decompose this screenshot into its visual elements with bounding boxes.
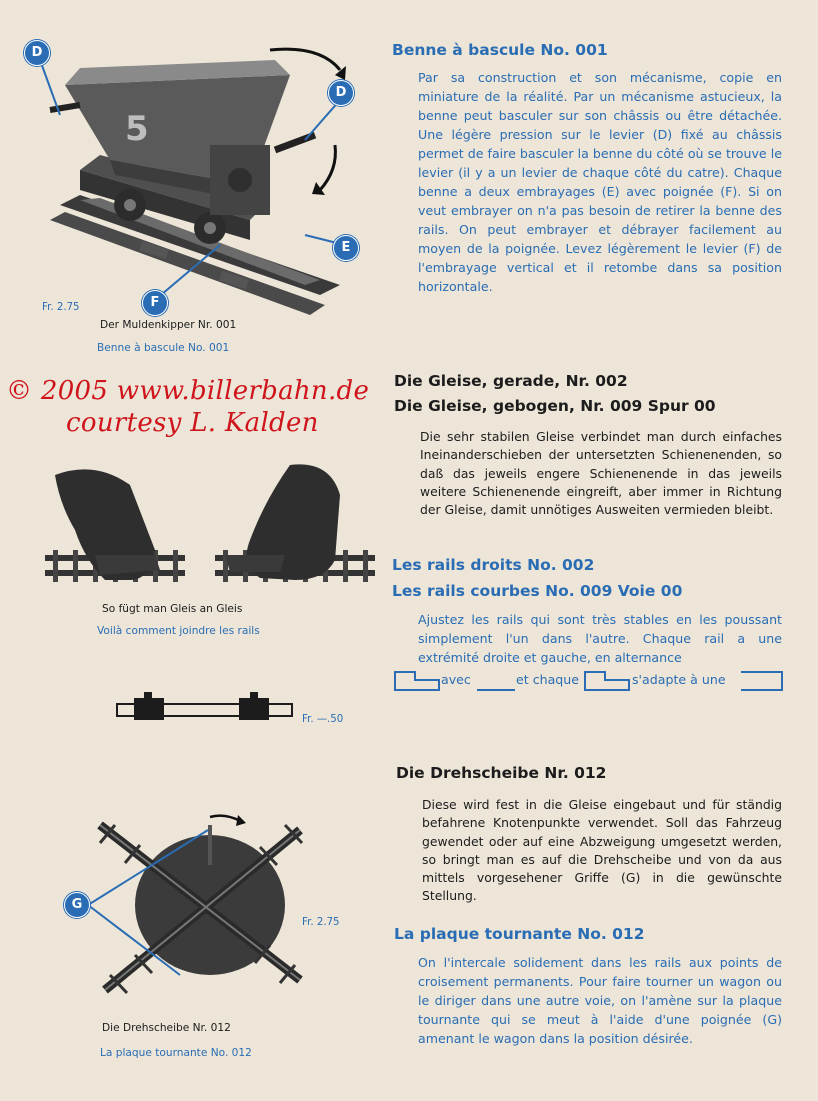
- caption-fr-tipper: Benne à bascule No. 001: [97, 342, 230, 354]
- rail-joint-diagram: [112, 690, 297, 730]
- diagram-text-avec: avec: [441, 672, 471, 687]
- section3-body: Diese wird fest in die Gleise eingebaut und für ständig befahrene Knotenpunkte verwendet. Soll das Fahrzeug gewendet oder auf eine Abzweigung umgesetzt werden, so bringt man es auf die Drehscheibe und von da aus mittels vorgesehener Griffe (G) in die gewünschte Stellung.: [422, 797, 782, 904]
- caption-de-tipper: Der Muldenkipper Nr. 001: [100, 319, 237, 331]
- section3-title: Die Drehscheibe Nr. 012: [396, 764, 607, 782]
- tipper-wagon-illustration: [20, 30, 380, 330]
- caption-de-turntable: Die Drehscheibe Nr. 012: [102, 1022, 231, 1034]
- caption-fr-turntable: La plaque tournante No. 012: [100, 1047, 252, 1059]
- section2-title-1: Die Gleise, gerade, Nr. 002: [394, 372, 628, 390]
- diagram-text-sadapte: s'adapte à une: [632, 672, 726, 687]
- turntable-illustration: [60, 805, 320, 1005]
- section2-body: Die sehr stabilen Gleise verbindet man durch einfaches Ineinanderschieben der untersetzten Schienenenden, so daß das jeweils engere Schienenende in das jeweils weitere Schienenende eingreift, aber immer in Richtung der Gleise, damit unnötiges Ausweiten vermieden bleibt.: [420, 429, 782, 518]
- badge-g: G: [64, 892, 90, 918]
- section2-title-2: Die Gleise, gebogen, Nr. 009 Spur 00: [394, 397, 716, 415]
- badge-d-right: D: [328, 80, 354, 106]
- diagram-text-et-chaque: et chaque: [516, 672, 580, 687]
- section2-title-fr-1: Les rails droits No. 002: [392, 556, 595, 574]
- price-turntable: Fr. 2.75: [302, 917, 340, 928]
- badge-e: E: [333, 235, 359, 261]
- section1-title: Benne à bascule No. 001: [392, 41, 608, 59]
- badge-f: F: [142, 290, 168, 316]
- caption-de-rails: So fügt man Gleis an Gleis: [102, 603, 243, 615]
- watermark-line1: © 2005 www.billerbahn.de: [6, 376, 370, 406]
- section3-title-fr: La plaque tournante No. 012: [394, 925, 645, 943]
- caption-fr-rails: Voilà comment joindre les rails: [97, 625, 260, 637]
- badge-d-left: D: [24, 40, 50, 66]
- section3-body-fr: On l'intercale solidement dans les rails aux points de croisement permanents. Pour faire tourner un wagon ou le diriger dans une autre voie, on l'amène sur la plaque tournante qui se meut à l'aide d'une poignée (G) amenant le wagon dans la position désirée.: [418, 955, 782, 1046]
- price-rails: Fr. —.50: [302, 714, 344, 725]
- section2-title-fr-2: Les rails courbes No. 009 Voie 00: [392, 582, 683, 600]
- price-tipper: Fr. 2.75: [42, 302, 80, 313]
- watermark-line2: courtesy L. Kalden: [66, 408, 319, 438]
- section2-body-fr: Ajustez les rails qui sont très stables en les poussant simplement l'un dans l'autre. Chaque rail a une extrémité droite et gauche, en alternance: [418, 612, 782, 665]
- section1-body: Par sa construction et son mécanisme, copie en miniature de la réalité. Par un mécanisme astucieux, la benne peut basculer sur son châssis ou être détachée. Une légère pression sur le levier (D) fixé au châssis permet de faire basculer la benne du côté où se trouve le levier (il y a un levier de chaque côté du catre). Chaque benne a deux embrayages (E) avec poignée (F). Si on veut embrayer on n'a pas besoin de retirer la benne des rails. On peut embrayer et débrayer facilement au moyen de la poignée. Levez légèrement le levier (F) de l'embrayage vertical et il retombe dans sa position horizontale.: [418, 70, 782, 294]
- hands-joining-rails-illustration: [35, 460, 380, 595]
- svg-text:5: 5: [125, 109, 149, 149]
